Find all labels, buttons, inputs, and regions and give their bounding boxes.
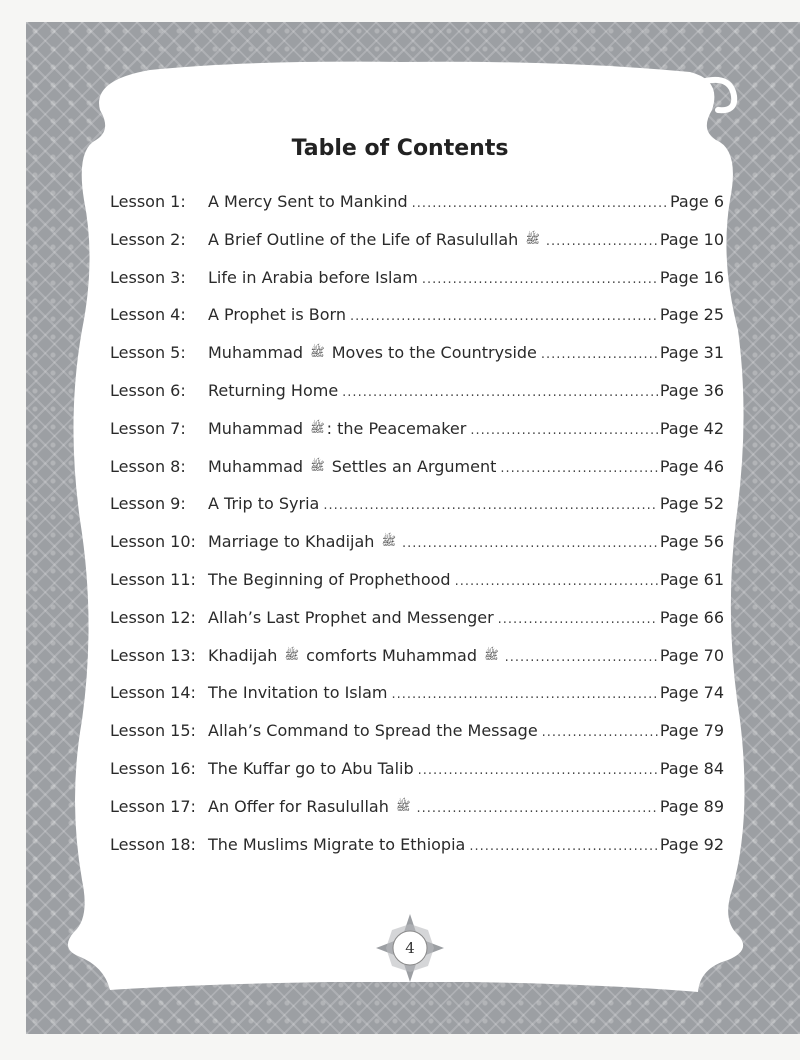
- toc-entry[interactable]: [110, 797, 724, 835]
- lesson-number: Lesson 4:: [110, 305, 186, 325]
- lesson-title: A Brief Outline of the Life of Rasulullah ﷺ: [208, 229, 540, 249]
- lesson-number: Lesson 10:: [110, 532, 196, 552]
- lesson-title: Muhammad ﷺ : the Peacemaker: [208, 418, 467, 438]
- page-reference: Page 61: [659, 569, 724, 589]
- toc-entry[interactable]: [110, 343, 724, 381]
- dot-leader: [416, 801, 657, 816]
- lesson-title: Returning Home: [208, 380, 339, 400]
- lesson-number: Lesson 9:: [110, 494, 186, 514]
- page-reference: Page 31: [659, 343, 724, 363]
- toc-entry[interactable]: [110, 268, 724, 306]
- lesson-number: Lesson 18:: [110, 834, 196, 854]
- toc-entry[interactable]: [110, 457, 724, 495]
- lesson-number: Lesson 6:: [110, 380, 186, 400]
- page-reference: Page 25: [659, 305, 724, 325]
- toc-entry[interactable]: [110, 646, 724, 684]
- lesson-title: An Offer for Rasulullah ﷺ: [208, 796, 411, 816]
- lesson-number: Lesson 8:: [110, 456, 186, 476]
- page-reference: Page 74: [659, 683, 724, 703]
- lesson-title: Muhammad ﷺ Moves to the Countryside: [208, 343, 537, 363]
- page-reference: Page 42: [659, 418, 724, 438]
- lesson-title: A Prophet is Born: [208, 305, 346, 325]
- toc-entry[interactable]: [110, 759, 724, 797]
- lesson-title: Marriage to Khadijah ﷺ: [208, 532, 396, 552]
- lesson-title: A Mercy Sent to Mankind: [208, 192, 408, 211]
- page-title: Table of Contents: [291, 136, 509, 161]
- page-number: 4: [405, 939, 415, 957]
- page-reference: Page 66: [659, 607, 724, 627]
- lesson-number: Lesson 12:: [110, 607, 196, 627]
- toc-entry[interactable]: [110, 721, 724, 759]
- dot-leader: [422, 272, 658, 287]
- dot-leader: [470, 423, 657, 438]
- toc-entry[interactable]: [110, 305, 724, 343]
- page-reference: Page 16: [659, 267, 724, 287]
- lesson-title: The Invitation to Islam: [208, 683, 388, 703]
- dot-leader: [500, 461, 657, 476]
- toc-entry[interactable]: [110, 381, 724, 419]
- lesson-number: Lesson 5:: [110, 343, 186, 363]
- page-reference: Page 6: [670, 192, 724, 211]
- dot-leader: [402, 536, 658, 551]
- dot-leader: [505, 650, 658, 665]
- lesson-title: The Kuffar go to Abu Talib: [208, 758, 414, 778]
- pbuh-icon: ﷺ: [310, 420, 325, 435]
- dot-leader: [342, 385, 658, 400]
- dot-leader: [469, 839, 657, 854]
- lesson-number: Lesson 14:: [110, 683, 196, 703]
- lesson-title: A Trip to Syria: [208, 494, 320, 514]
- toc-entry[interactable]: [110, 683, 724, 721]
- toc-entry[interactable]: [110, 230, 724, 268]
- lesson-title: The Beginning of Prophethood: [208, 569, 451, 589]
- pbuh-icon: ﷺ: [395, 798, 411, 813]
- page-reference: Page 92: [659, 834, 724, 854]
- pbuh-icon: ﷺ: [484, 647, 499, 662]
- toc-entry[interactable]: [110, 835, 724, 873]
- lesson-title: The Muslims Migrate to Ethiopia: [208, 834, 466, 854]
- toc-entry[interactable]: [110, 608, 724, 646]
- toc-entry[interactable]: [110, 494, 724, 532]
- dot-leader: [546, 234, 658, 249]
- dot-leader: [350, 309, 658, 324]
- lesson-number: Lesson 17:: [110, 796, 196, 816]
- pbuh-icon: ﷺ: [525, 231, 540, 246]
- page-reference: Page 79: [659, 721, 724, 741]
- lesson-number: Lesson 3:: [110, 267, 186, 287]
- dot-leader: [542, 725, 658, 740]
- dot-leader: [412, 196, 668, 211]
- dot-leader: [418, 763, 658, 778]
- page-reference: Page 89: [659, 796, 724, 816]
- lesson-number: Lesson 16:: [110, 758, 196, 778]
- lesson-title: Muhammad ﷺ Settles an Argument: [208, 456, 497, 476]
- page-reference: Page 84: [659, 758, 724, 778]
- toc-list: [110, 192, 724, 872]
- lesson-number: Lesson 1:: [110, 192, 186, 211]
- lesson-number: Lesson 7:: [110, 418, 186, 438]
- page-reference: Page 36: [659, 380, 724, 400]
- dot-leader: [541, 347, 658, 362]
- pbuh-icon: ﷺ: [310, 345, 325, 360]
- page-reference: Page 10: [659, 229, 724, 249]
- pbuh-icon: ﷺ: [284, 647, 300, 662]
- page-reference: Page 46: [659, 456, 724, 476]
- lesson-number: Lesson 11:: [110, 569, 196, 589]
- pbuh-icon: ﷺ: [381, 534, 396, 549]
- toc-entry[interactable]: [110, 192, 724, 230]
- lesson-number: Lesson 15:: [110, 721, 196, 741]
- toc-entry[interactable]: [110, 570, 724, 608]
- dot-leader: [455, 574, 658, 589]
- toc-entry[interactable]: [110, 532, 724, 570]
- lesson-number: Lesson 2:: [110, 229, 186, 249]
- pbuh-icon: ﷺ: [310, 458, 325, 473]
- dot-leader: [498, 612, 658, 627]
- page-reference: Page 52: [659, 494, 724, 514]
- lesson-number: Lesson 13:: [110, 645, 196, 665]
- toc-entry[interactable]: [110, 419, 724, 457]
- page-reference: Page 56: [659, 532, 724, 552]
- lesson-title: Khadijah ﷺ comforts Muhammad ﷺ: [208, 645, 499, 665]
- lesson-title: Life in Arabia before Islam: [208, 267, 418, 287]
- dot-leader: [323, 498, 657, 513]
- page-reference: Page 70: [659, 645, 724, 665]
- dot-leader: [391, 687, 657, 702]
- lesson-title: Allah’s Command to Spread the Message: [208, 721, 538, 741]
- lesson-title: Allah’s Last Prophet and Messenger: [208, 607, 494, 627]
